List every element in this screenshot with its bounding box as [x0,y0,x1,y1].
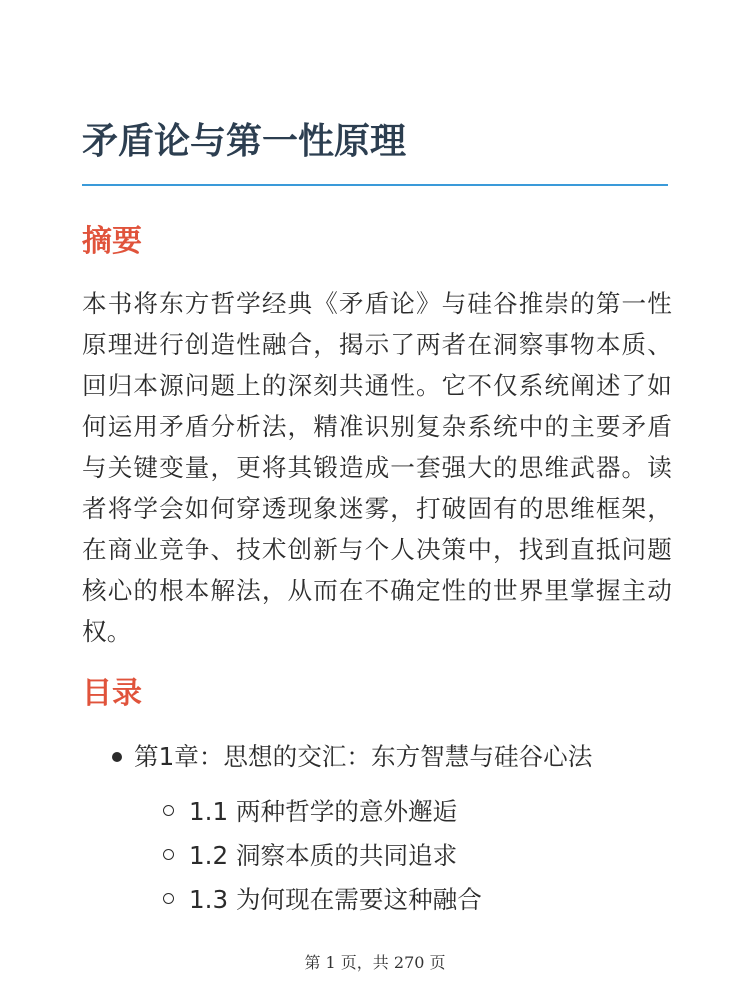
bullet-circle-icon [163,805,174,816]
title-divider [82,184,668,186]
toc-chapter-label: 第1章：思想的交汇：东方智慧与硅谷心法 [134,742,593,771]
toc-section-list [0,790,750,922]
toc-section-label: 1.3 为何现在需要这种融合 [189,885,482,914]
document-title: 矛盾论与第一性原理 [82,121,407,162]
abstract-paragraph: 本书将东方哲学经典《矛盾论》与硅谷推崇的第一性原理进行创造性融合，揭示了两者在洞察事物本质、回归本源问题上的深刻共通性。它不仅系统阐述了如何运用矛盾分析法，精准识别复杂系统中的主要矛盾与关键变量，更将其锻造成一套强大的思维武器。读者将学会如何穿透现象迷雾，打破固有的思维框架，在商业竞争、技术创新与个人决策中，找到直抵问题核心的根本解法，从而在不确定性的世界里掌握主动权。 [82,289,672,646]
toc-section-label: 1.1 两种哲学的意外邂逅 [189,797,458,826]
abstract-heading: 摘要 [82,224,142,259]
toc-heading: 目录 [82,676,142,711]
toc-section-item [0,790,750,834]
toc-section-label: 1.2 洞察本质的共同追求 [189,841,458,870]
bullet-circle-icon [163,893,174,904]
toc-list [0,735,750,779]
toc-section-item [0,878,750,922]
toc-section-item [0,834,750,878]
bullet-dot-icon [112,752,122,762]
toc-chapter-item [0,735,750,779]
bullet-circle-icon [163,849,174,860]
page-footer: 第 1 页，共 270 页 [304,953,446,972]
